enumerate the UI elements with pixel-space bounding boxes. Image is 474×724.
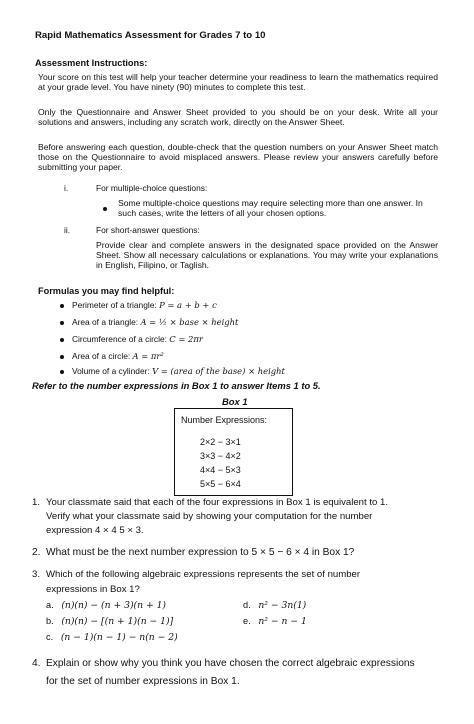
formula-expression: P = a + b + c: [159, 300, 217, 310]
formula-area-circle: [60, 350, 164, 362]
bullet-icon: [60, 321, 64, 325]
option-letter: c.: [46, 632, 54, 642]
bullet-icon: [60, 338, 64, 342]
item-number-ii: ii.: [64, 225, 71, 235]
option-letter: e.: [243, 616, 251, 626]
formula-area-triangle: [60, 316, 238, 328]
question-3-number: 3.: [32, 569, 41, 580]
option-d: [243, 600, 306, 611]
option-expression: n² − n − 1: [258, 616, 307, 627]
item-number-i: i.: [64, 183, 69, 193]
bullet-icon: [60, 370, 64, 374]
question-2-text: What must be the next number expression to 5 × 5 − 6 × 4 in Box 1?: [46, 547, 355, 558]
formula-perimeter-triangle: [60, 299, 217, 311]
multiple-choice-label: For multiple-choice questions:: [96, 183, 208, 193]
formula-label: Volume of a cylinder:: [72, 366, 150, 376]
question-4-number: 4.: [32, 658, 41, 669]
option-expression: (n − 1)(n − 1) − n(n − 2): [60, 632, 178, 643]
instructions-heading: Assessment Instructions:: [35, 58, 148, 68]
question-1-line-1: Your classmate said that each of the four expressions in Box 1 is equivalent to 1.: [46, 497, 389, 508]
question-1-line-3: expression 4 × 4 5 × 3.: [46, 525, 144, 536]
formula-label: Area of a circle:: [72, 351, 131, 361]
formula-volume-cylinder: [60, 365, 285, 377]
box-1-label: Box 1: [222, 396, 248, 407]
formula-label: Area of a triangle:: [72, 317, 139, 327]
formula-expression: V = (area of the base) × height: [152, 366, 285, 376]
question-1-line-2: Verify what your classmate said by showing your computation for the number: [46, 511, 373, 522]
question-3-line-2: expressions in Box 1?: [46, 584, 140, 595]
box-reference-instruction: Refer to the number expressions in Box 1 to answer Items 1 to 5.: [32, 380, 321, 391]
instructions-paragraph-1: Your score on this test will help your teacher determine your readiness to learn the mathematics required at your grade level. You have ninety (90) minutes to complete this test.: [38, 72, 438, 93]
option-letter: b.: [46, 616, 54, 626]
option-e: [243, 616, 307, 627]
option-expression: (n)(n) − (n + 3)(n + 1): [61, 600, 166, 611]
bullet-icon: [60, 355, 64, 359]
formulas-heading: Formulas you may find helpful:: [38, 286, 175, 296]
instructions-paragraph-3: Before answering each question, double-check that the question numbers on your Answer Sheet match those on the Questionnaire to avoid misplaced answers. Please review your answers carefully before submitting your paper.: [38, 142, 438, 173]
number-expression-3: 4×4 − 5×3: [200, 465, 241, 475]
formula-expression: A = πr²: [132, 351, 164, 361]
multiple-choice-note: Some multiple-choice questions may require selecting more than one answer. In such cases, write the letters of all your chosen options.: [118, 198, 423, 218]
option-b: [46, 616, 173, 627]
number-expression-2: 3×3 − 4×2: [200, 451, 241, 461]
option-expression: n² − 3n(1): [258, 600, 307, 611]
formula-expression: A = ½ × base × height: [140, 317, 239, 327]
question-4-line-2: for the set of number expressions in Box 1.: [46, 676, 240, 687]
number-expression-1: 2×2 − 3×1: [200, 437, 241, 447]
box-1-heading: Number Expressions:: [181, 415, 268, 425]
bullet-icon: [103, 200, 115, 218]
question-1-number: 1.: [32, 497, 41, 508]
option-expression: (n)(n) − [(n + 1)(n − 1)]: [61, 616, 174, 627]
formula-label: Perimeter of a triangle:: [72, 300, 157, 310]
option-c: [46, 632, 178, 643]
bullet-icon: [60, 304, 64, 308]
short-answer-note: Provide clear and complete answers in the designated space provided on the Answer Sheet. Show all necessary calculations or explanations. You may write your explanations in English, Filipino, or Taglish.: [96, 240, 438, 271]
formula-circumference-circle: [60, 333, 203, 345]
question-4-line-1: Explain or show why you think you have chosen the correct algebraic expressions: [46, 658, 415, 669]
short-answer-label: For short-answer questions:: [96, 225, 200, 235]
box-1: [174, 408, 293, 496]
option-letter: a.: [46, 600, 54, 610]
document-title: Rapid Mathematics Assessment for Grades 7 to 10: [35, 30, 266, 41]
formula-label: Circumference of a circle:: [72, 334, 167, 344]
question-2-number: 2.: [32, 547, 41, 558]
option-a: [46, 600, 166, 611]
question-3-line-1: Which of the following algebraic expressions represents the set of number: [46, 569, 361, 580]
number-expression-4: 5×5 − 6×4: [200, 479, 241, 489]
option-letter: d.: [243, 600, 251, 610]
instructions-paragraph-2: Only the Questionnaire and Answer Sheet provided to you should be on your desk. Write all your solutions and answers, including any scratch work, directly on the Answer Sheet.: [38, 107, 438, 128]
formula-expression: C = 2πr: [169, 334, 203, 344]
